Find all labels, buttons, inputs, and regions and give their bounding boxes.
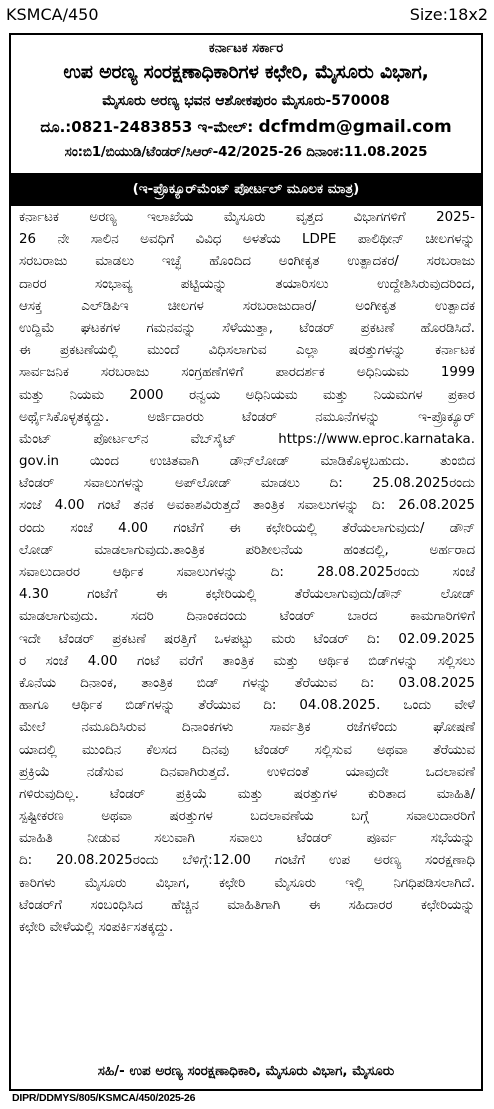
body-line: ಯಾದಲ್ಲಿ ಮುಂದಿನ ಕೆಲಸದ ದಿನವು ಟೆಂಡರ್ ಸಲ್ಲಿಸುವ ಅಥವಾ ತೆರೆಯುವ xyxy=(19,742,475,758)
body-line: 26 ನೇ ಸಾಲಿನ ಅವಧಿಗೆ ವಿವಿಧ ಅಳತೆಯ LDPE ಪಾಲಿಥೀನ್ ಚೀಲಗಳನ್ನು xyxy=(19,232,475,248)
office-address: ಮೈಸೂರು ಅರಣ್ಯ ಭವನ ಆಶೋಕಪುರಂ ಮೈಸೂರು-570008 xyxy=(102,93,390,109)
body-line: ಆಸಕ್ತ ಎಲ್‌ಡಿಪಿಇ ಚೀಲಗಳ ಸರಬರಾಜುದಾರ/ ಅಂಗೀಕೃತ ಉತ್ಪಾದಕ xyxy=(19,298,475,314)
body-line: ಕೊನೆಯ ದಿನಾಂಕ, ತಾಂತ್ರಿಕ ಬಿಡ್ ಗಳನ್ನು ತೆರೆಯುವ ದಿ: 03.08.2025 xyxy=(19,675,475,691)
body-line: ಮತ್ತು ನಿಯಮ 2000 ರನ್ವಯ ಅಧಿನಿಯಮ ಮತ್ತು ನಿಯಮಗಳ ಪ್ರಕಾರ xyxy=(19,387,475,403)
notice-body xyxy=(19,207,475,939)
eprocurement-banner: (ಇ-ಪ್ರೊಕ್ಯೂರ್‌ಮೆಂಟ್ ಪೋರ್ಟಲ್ ಮೂಲಕ ಮಾತ್ರ) xyxy=(11,173,481,206)
body-line: ಪ್ರಕ್ರಿಯೆ ನಡೆಸುವ ದಿನವಾಗಿರುತ್ತದೆ. ಉಳಿದಂತೆ ಯಾವುದೇ ಒದಲಾವಣೆ xyxy=(19,764,475,780)
top-bar xyxy=(0,0,494,28)
body-line: ಲೋಡ್ ಮಾಡಲಾಗುವುದು.ತಾಂತ್ರಿಕ ಪರಿಶೀಲನೆಯ ಹಂತದಲ್ಲಿ, ಅರ್ಹರಾದ xyxy=(19,542,475,558)
body-line: ಕಾರಿಗಳು ಮೈಸೂರು ವಿಭಾಗ, ಕಛೇರಿ ಮೈಸೂರು ಇಲ್ಲಿ ನಿಗಧಿಪಡಿಸಲಾಗಿದೆ. xyxy=(19,875,475,891)
body-line: ಉದ್ದಿಮೆ ಘಟಕಗಳ ಗಮನವನ್ನು ಸೆಳೆಯುತ್ತಾ, ಟೆಂಡರ್ ಪ್ರಕಟಣೆ ಹೊರಡಿಸಿದೆ. xyxy=(19,320,475,336)
body-line: ಟೆಂಡರ್ ಸವಾಲುಗಳನ್ನು ಅಪ್‌ಲೋಡ್ ಮಾಡಲು ದಿ: 25.08.2025ರಂದು xyxy=(19,476,475,492)
body-line: ರ ಸಂಜೆ 4.00 ಗಂಟೆ ವರೆಗೆ ತಾಂತ್ರಿಕ ಮತ್ತು ಆರ್ಥಿಕ ಬಿಡ್‌ಗಳನ್ನು ಸಲ್ಲಿಸಲು xyxy=(19,653,475,669)
body-line: ಸಾರ್ವಜನಿಕ ಸರಬರಾಜು ಸಂಗ್ರಹಣೆಗಳಿಗೆ ಪಾರದರ್ಶಕ ಅಧಿನಿಯಮ 1999 xyxy=(19,365,475,381)
phone-number: ದೂ.:0821-2483853 ಇ-ಮೇಲ್: xyxy=(40,118,254,136)
body-line: ಸರಬರಾಜು ಮಾಡಲು ಇಚ್ಛೆ ಹೊಂದಿದ ಅಂಗೀಕೃತ ಉತ್ಪಾದಕರ/ ಸರಬರಾಜು xyxy=(19,254,475,270)
government-title: ಕರ್ನಾಟಕ ಸರ್ಕಾರ xyxy=(208,41,284,56)
signature-line: ಸಹಿ/- ಉಪ ಅರಣ್ಯ ಸಂರಕ್ಷಣಾಧಿಕಾರಿ, ಮೈಸೂರು ವಿಭಾಗ, ಮೈಸೂರು xyxy=(97,1063,395,1079)
body-line: ಅರ್ಥೈಸಿಕೊಳ್ಳತಕ್ಕದ್ದು. ಅರ್ಜಿದಾರರು ಟೆಂಡರ್ ನಮೂನೆಗಳನ್ನು ಇ-ಪ್ರೊಕ್ಯೂರ್ xyxy=(19,409,475,425)
body-line: ದಾರರ ಸಂಭಾವ್ಯ ಪಟ್ಟಿಯನ್ನು ತಯಾರಿಸಲು ಉದ್ದೇಶಿಸಿರುವುದರಿಂದ, xyxy=(19,276,475,292)
office-title: ಉಪ ಅರಣ್ಯ ಸಂರಕ್ಷಣಾಧಿಕಾರಿಗಳ ಕಛೇರಿ, ಮೈಸೂರು ವಿಭಾಗ, xyxy=(63,61,429,83)
body-line: ಮೆಂಟ್ ಪೋರ್ಟಲ್‌ನ ವೆಬ್‌ಸೈಟ್ https://www.eproc.karnataka. xyxy=(19,431,475,447)
contact-line xyxy=(11,117,481,137)
body-line: gov.in ಯಿಂದ ಉಚಿತವಾಗಿ ಡೌನ್‌ಲೋಡ್ ಮಾಡಿಕೊಳ್ಳಬಹುದು. ತುಂಬಿದ xyxy=(19,454,475,470)
ad-size: Size:18x2 xyxy=(409,5,488,24)
body-line: ಇದೇ ಟೆಂಡರ್ ಪ್ರಕಟಣೆ ಷರತ್ತಿಗೆ ಒಳಪಟ್ಟು ಮರು ಟೆಂಡರ್ ದಿ: 02.09.2025 xyxy=(19,631,475,647)
body-line: ಮಾಹಿತಿ ನೀಡುವ ಸಲುವಾಗಿ ಸವಾಲು ಟೆಂಡರ್ ಪೂರ್ವ ಸಭೆಯನ್ನು xyxy=(19,831,475,847)
ad-code: KSMCA/450 xyxy=(6,5,99,24)
notice-frame xyxy=(9,33,483,1091)
body-line: ರಂದು ಸಂಜೆ 4.00 ಗಂಟೆಗೆ ಈ ಕಛೇರಿಯಲ್ಲಿ ತೆರೆಯಲಾಗುವುದು/ ಡೌನ್ xyxy=(19,520,475,536)
email-address[interactable]: dcfmdm@gmail.com xyxy=(258,117,452,137)
body-line: ಕಛೇರಿ ವೇಳೆಯಲ್ಲಿ ಸಂಪರ್ಕಿಸತಕ್ಕದ್ದು. xyxy=(19,920,174,935)
body-line: 4.30 ಗಂಟೆಗೆ ಈ ಕಛೇರಿಯಲ್ಲಿ ತೆರೆಯಲಾಗುವುದು/ಡೌನ್ ಲೋಡ್ xyxy=(19,587,475,603)
body-line: ಸಂಜೆ 4.00 ಗಂಟೆ ತನಕ ಅವಕಾಶವಿರುತ್ತದೆ ತಾಂತ್ರಿಕ ಸವಾಲುಗಳನ್ನು ದಿ: 26.08.2025 xyxy=(19,498,475,514)
body-line: ಈ ಪ್ರಕಟಣೆಯಲ್ಲಿ ಮುಂದೆ ವಿಧಿಸಲಾಗುವ ಎಲ್ಲಾ ಷರತ್ತುಗಳನ್ನು ಕರ್ನಾಟಕ xyxy=(19,343,475,359)
body-line: ಕರ್ನಾಟಕ ಅರಣ್ಯ ಇಲಾಖೆಯ ಮೈಸೂರು ವೃತ್ತದ ವಿಭಾಗಗಳಿಗೆ 2025- xyxy=(19,210,475,225)
body-line: ಮಾಡಲಾಗುವುದು. ಸದರಿ ದಿನಾಂಕದಂದು ಟೆಂಡರ್ ಬಾರದ ಕಾಮಗಾರಿಗಳಿಗೆ xyxy=(19,609,475,625)
footer-reference: DIPR/DDMYS/805/KSMCA/450/2025-26 xyxy=(12,1092,196,1104)
body-line: ಗಳಿರುವುದಿಲ್ಲ. ಟೆಂಡರ್ ಪ್ರಕ್ರಿಯೆ ಮತ್ತು ಷರತ್ತುಗಳ ಕುರಿತಾದ ಮಾಹಿತಿ/ xyxy=(19,786,475,802)
body-line: ಮೇಲೆ ನಮೂದಿಸಿರುವ ದಿನಾಂಕಗಳು ಸಾರ್ವತ್ರಿಕ ರಜೆಗಳೆಂದು ಘೋಷಣೆ xyxy=(19,720,475,736)
body-line: ಹಾಗೂ ಆರ್ಥಿಕ ಬಿಡ್‌ಗಳನ್ನು ತೆರೆಯುವ ದಿ: 04.08.2025. ಒಂದು ವೇಳೆ xyxy=(19,698,475,714)
reference-number: ಸಂ:ಬಿ1/ಬಿಯುಡಿ/ಟೆಂಡರ್/ಸಿಆರ್-42/2025-26 ದಿನಾಂಕ:11.08.2025 xyxy=(64,144,428,160)
body-line: ಸವಾಲುದಾರರ ಆರ್ಥಿಕ ಸವಾಲುಗಳನ್ನು ದಿ: 28.08.2025ರಂದು ಸಂಜೆ xyxy=(19,565,475,580)
body-line: ದಿ: 20.08.2025ರಂದು ಬೆಳಿಗ್ಗೆ:12.00 ಗಂಟೆಗೆ ಉಪ ಅರಣ್ಯ ಸಂರಕ್ಷಣಾಧಿ xyxy=(19,853,475,869)
body-line: ಟೆಂಡರ್‌ಗೆ ಸಂಬಂಧಿಸಿದ ಹೆಚ್ಚಿನ ಮಾಹಿತಿಗಾಗಿ ಈ ಸಹಿದಾರರ ಕಛೇರಿಯನ್ನು xyxy=(19,897,475,913)
body-line: ಸ್ಪಷ್ಟೀಕರಣ ಅಥವಾ ಷರತ್ತುಗಳ ಬದಲಾವಣೆಯ ಬಗ್ಗೆ ಸವಾಲುದಾರರಿಗೆ xyxy=(19,809,475,825)
